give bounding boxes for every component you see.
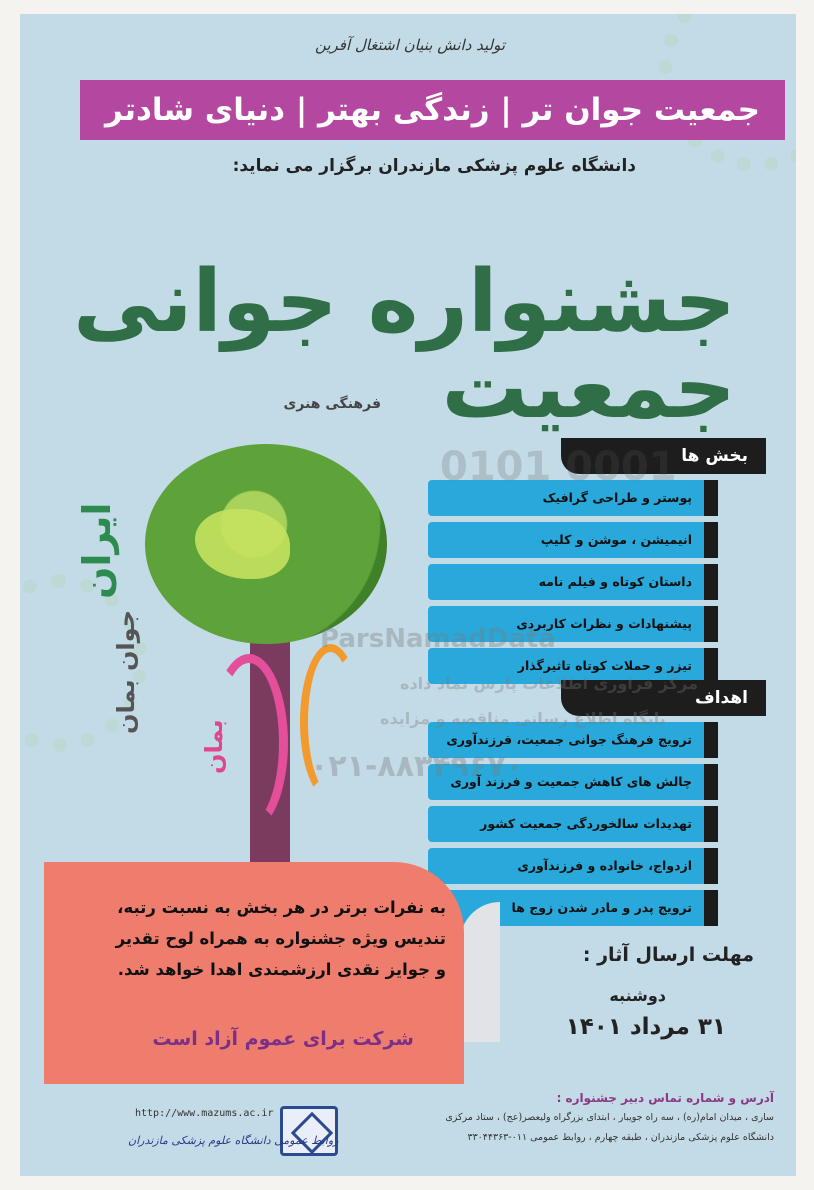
headline-band: جمعیت جوان تر | زندگی بهتر | دنیای شادتر — [80, 80, 785, 140]
festival-title: جشنواره جوانی جمعیت — [73, 252, 736, 438]
open-to-public: شرکت برای عموم آزاد است — [152, 1028, 414, 1050]
deadline-date: ۳۱ مرداد ۱۴۰۱ — [565, 1014, 726, 1040]
list-item: پوستر و طراحی گرافیک — [428, 480, 718, 516]
festival-subtitle: فرهنگی هنری — [283, 396, 381, 412]
prize-line: و جوایز نقدی ارزشمندی اهدا خواهد شد. — [117, 960, 446, 979]
list-item: چالش های کاهش جمعیت و فرزند آوری — [428, 764, 718, 800]
decorative-arc — [300, 644, 361, 800]
goals-list — [428, 722, 718, 932]
footer-title: آدرس و شماره تماس دبیر جشنواره : — [556, 1091, 774, 1105]
prize-text — [56, 892, 446, 985]
deadline-day: دوشنبه — [609, 986, 666, 1005]
list-item: تهدیدات سالخوردگی جمعیت کشور — [428, 806, 718, 842]
list-item: پیشنهادات و نظرات کاربردی — [428, 606, 718, 642]
watermark-code: 0101 0001 — [440, 444, 677, 490]
prize-box — [44, 862, 464, 1084]
sections-list — [428, 480, 718, 690]
list-item: ترویج فرهنگ جوانی جمعیت، فرزندآوری — [428, 722, 718, 758]
footer-address: ساری ، میدان امام(ره) ، سه راه جویبار ، ابتدای بزرگراه ولیعصر(عج) ، ستاد مرکزی — [445, 1112, 774, 1123]
list-item: ازدواج، خانواده و فرزندآوری — [428, 848, 718, 884]
watermark-line1: مرکز فراوری اطلاعات پارس نماد داده — [400, 674, 699, 693]
prize-line: به نفرات برتر در هر بخش به نسبت رتبه، — [117, 898, 446, 917]
young-word-art: جوان بمان — [112, 609, 140, 734]
stay-word-art: بمان — [200, 719, 228, 774]
organizer-text: دانشگاه علوم پزشکی مازندران برگزار می نماید: — [232, 156, 636, 176]
public-relations-logo: روابط عمومی دانشگاه علوم پزشکی مازندران — [128, 1134, 339, 1147]
footer-contact: دانشگاه علوم پزشکی مازندران ، طبقه چهارم ، روابط عمومی ۰۱۱-۳۳۰۴۴۳۶۳ — [467, 1132, 774, 1143]
iran-word-art: ایران — [75, 502, 119, 599]
website-link[interactable]: http://www.mazums.ac.ir — [135, 1108, 274, 1119]
university-emblem-icon — [280, 1106, 338, 1156]
decorative-curve — [460, 902, 500, 1042]
watermark-site: ParsNamadData — [320, 624, 556, 654]
list-item: تیزر و حملات کوتاه تاثیرگذار — [428, 648, 718, 684]
top-slogan: تولید دانش بنیان اشتغال آفرین — [314, 36, 506, 54]
watermark-line2: پایگاه اطلاع رسانی مناقصه و مزایده — [380, 709, 666, 728]
watermark-phone: ۰۲۱-۸۸۳۴۹۶۷۰ — [310, 749, 524, 784]
list-item: داستان کوتاه و فیلم نامه — [428, 564, 718, 600]
goals-heading: اهداف — [561, 680, 766, 716]
prize-line: تندیس ویژه جشنواره به همراه لوح تقدیر — [115, 929, 446, 948]
list-item: ترویج پدر و مادر شدن زوج ها — [428, 890, 718, 926]
deadline-label: مهلت ارسال آثار : — [582, 944, 754, 966]
list-item: انیمیشن ، موشن و کلیپ — [428, 522, 718, 558]
poster — [20, 14, 796, 1176]
sections-heading: بخش ها — [561, 438, 766, 474]
